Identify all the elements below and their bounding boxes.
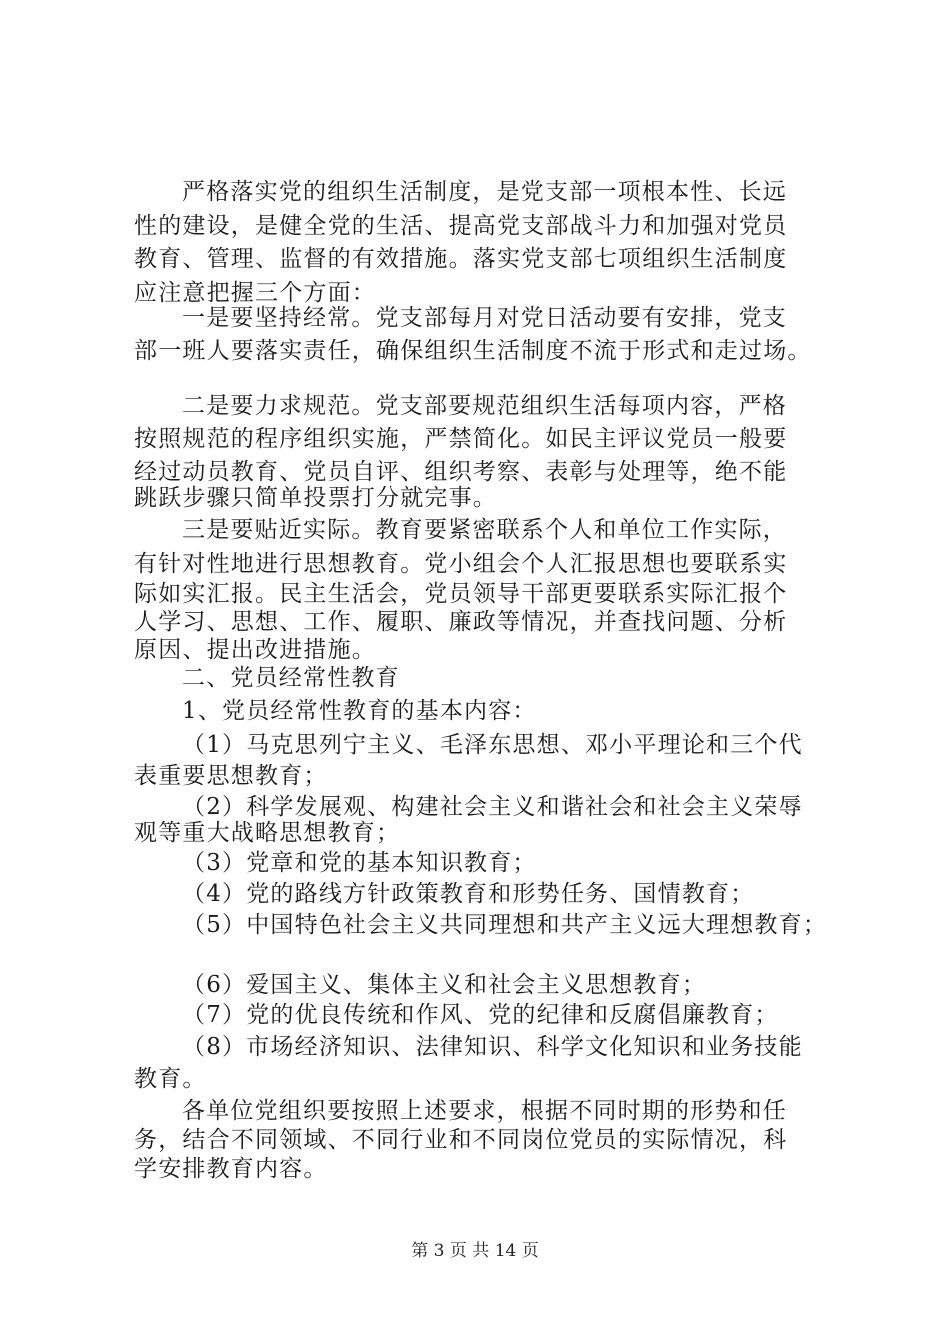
text-line: 教育、管理、监督的有效措施。落实党支部七项组织生活制度 bbox=[134, 246, 788, 272]
list-item: 观等重大战略思想教育； bbox=[134, 820, 401, 846]
list-item: （3）党章和党的基本知识教育； bbox=[182, 850, 537, 876]
section-heading: 二、党员经常性教育 bbox=[182, 665, 400, 691]
subsection-heading: 1、党员经常性教育的基本内容： bbox=[182, 698, 537, 724]
list-item: （6）爱国主义、集体主义和社会主义思想教育； bbox=[182, 972, 707, 998]
text-line: 各单位党组织要按照上述要求，根据不同时期的形势和任 bbox=[182, 1098, 787, 1124]
list-item: （4）党的路线方针政策教育和形势任务、国情教育； bbox=[182, 881, 755, 907]
text-line: 有针对性地进行思想教育。党小组会个人汇报思想也要联系实 bbox=[134, 551, 788, 577]
list-item: 表重要思想教育； bbox=[134, 763, 328, 789]
text-line: 性的建设，是健全党的生活、提高党支部战斗力和加强对党员 bbox=[134, 213, 788, 239]
text-line: 务，结合不同领域、不同行业和不同岗位党员的实际情况，科 bbox=[134, 1127, 788, 1153]
text-line: 部一班人要落实责任，确保组织生活制度不流于形式和走过场。 bbox=[134, 338, 812, 364]
list-item: （2）科学发展观、构建社会主义和谐社会和社会主义荣辱 bbox=[182, 794, 803, 820]
list-item: （8）市场经济知识、法律知识、科学文化知识和业务技能 bbox=[182, 1034, 803, 1060]
text-line: 经过动员教育、党员自评、组织考察、表彰与处理等，绝不能 bbox=[134, 459, 788, 485]
text-line: 人学习、思想、工作、履职、廉政等情况，并查找问题、分析 bbox=[134, 609, 788, 635]
text-line: 一是要坚持经常。党支部每月对党日活动要有安排，党支 bbox=[182, 305, 787, 331]
text-line: 际如实汇报。民主生活会，党员领导干部更要联系实际汇报个 bbox=[134, 581, 788, 607]
text-line: 学安排教育内容。 bbox=[134, 1156, 328, 1182]
page-number-footer: 第 3 页 共 14 页 bbox=[411, 1241, 539, 1261]
text-line: 二是要力求规范。党支部要规范组织生活每项内容，严格 bbox=[182, 393, 787, 419]
text-line: 应注意把握三个方面： bbox=[134, 280, 376, 306]
text-line: 按照规范的程序组织实施，严禁简化。如民主评议党员一般要 bbox=[134, 426, 788, 452]
text-line: 跳跃步骤只简单投票打分就完事。 bbox=[134, 485, 497, 511]
text-line: 原因、提出改进措施。 bbox=[134, 637, 376, 663]
list-item: （7）党的优良传统和作风、党的纪律和反腐倡廉教育； bbox=[182, 1002, 779, 1028]
list-item: （5）中国特色社会主义共同理想和共产主义远大理想教育； bbox=[182, 912, 828, 938]
list-item: 教育。 bbox=[134, 1066, 207, 1092]
text-line: 三是要贴近实际。教育要紧密联系个人和单位工作实际， bbox=[182, 517, 787, 543]
list-item: （1）马克思列宁主义、毛泽东思想、邓小平理论和三个代 bbox=[182, 732, 803, 758]
text-line: 严格落实党的组织生活制度，是党支部一项根本性、长远 bbox=[182, 179, 787, 205]
